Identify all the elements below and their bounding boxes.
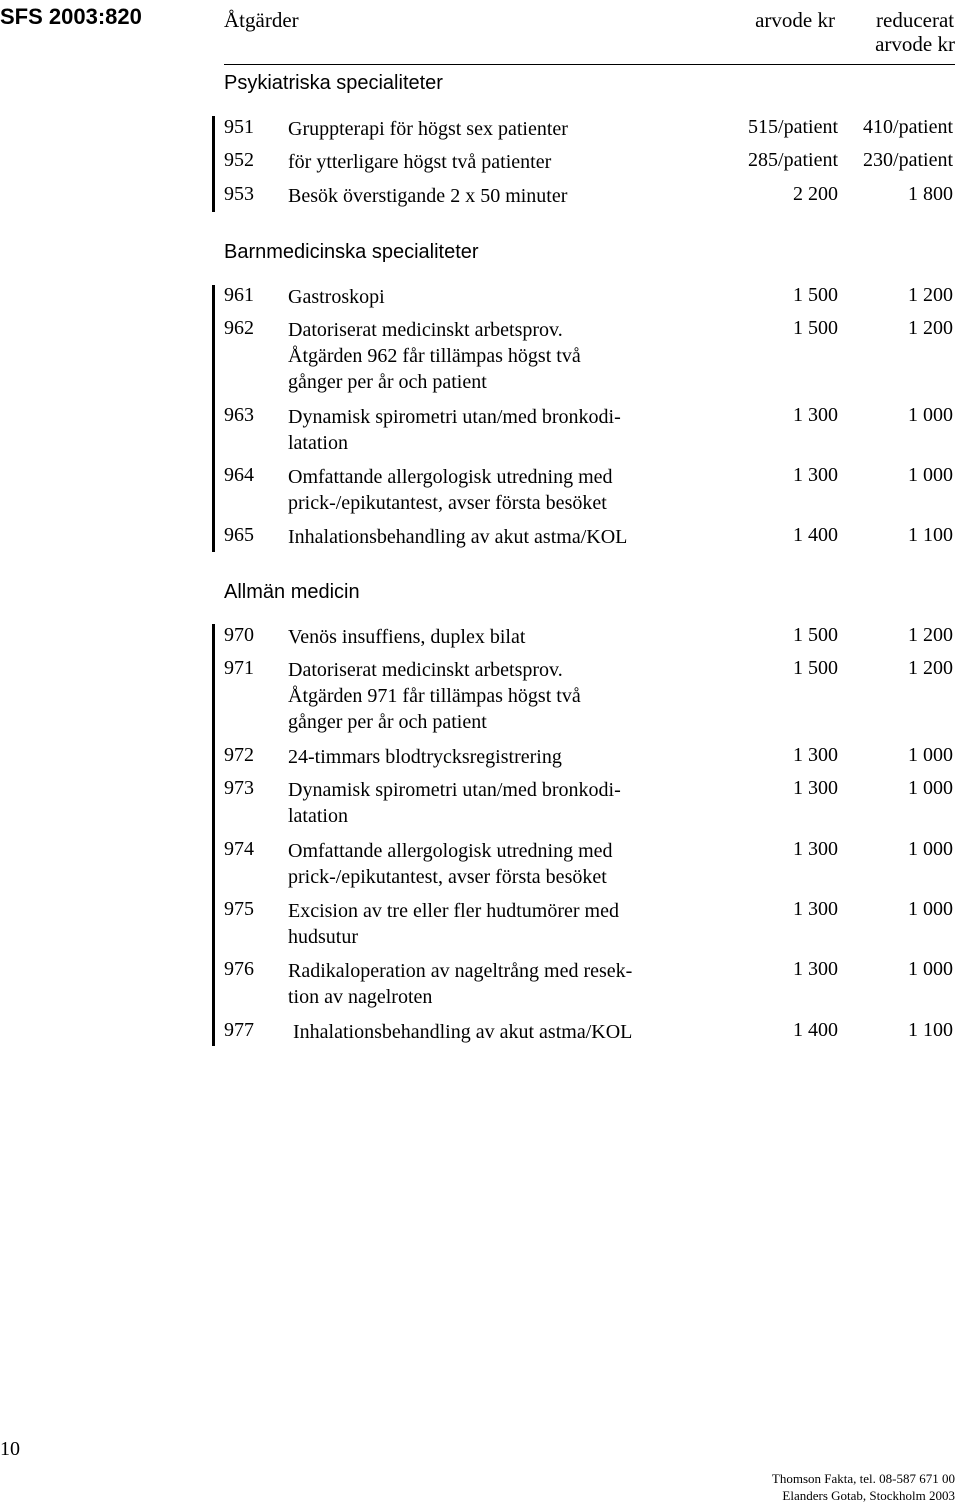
row-code: 962	[224, 317, 254, 339]
row-reducerat: 1 200	[908, 284, 953, 306]
row-description-line: Åtgärden 962 får tillämpas högst två	[288, 345, 581, 367]
row-reducerat: 1 000	[908, 777, 953, 799]
row-description-line: Datoriserat medicinskt arbetsprov.	[288, 319, 563, 341]
page-number: 10	[0, 1438, 20, 1460]
row-description-line: Omfattande allergologisk utredning med	[288, 466, 613, 488]
row-description: 24-timmars blodtrycksregistrering	[288, 746, 562, 768]
row-arvode: 1 500	[793, 284, 838, 306]
row-reducerat: 1 000	[908, 464, 953, 486]
row-code: 952	[224, 149, 254, 171]
row-reducerat: 1 000	[908, 898, 953, 920]
row-arvode: 1 300	[793, 464, 838, 486]
row-description-line: Radikaloperation av nageltrång med resek-	[288, 960, 633, 982]
row-code: 973	[224, 777, 254, 799]
row-description-line: Åtgärden 971 får tillämpas högst två	[288, 685, 581, 707]
row-reducerat: 1 200	[908, 657, 953, 679]
section-title: Allmän medicin	[224, 581, 360, 603]
row-description-line: Omfattande allergologisk utredning med	[288, 840, 613, 862]
row-arvode: 1 300	[793, 777, 838, 799]
section-title: Barnmedicinska specialiteter	[224, 241, 479, 263]
section-title: Psykiatriska specialiteter	[224, 72, 443, 94]
row-reducerat: 230/patient	[863, 149, 953, 171]
row-reducerat: 1 000	[908, 838, 953, 860]
row-description-line: latation	[288, 432, 348, 454]
column-header-reducerat-line1: reducerat	[876, 8, 955, 32]
row-code: 961	[224, 284, 254, 306]
row-code: 976	[224, 958, 254, 980]
row-description-line: Dynamisk spirometri utan/med bronkodi-	[288, 779, 621, 801]
row-description-line: gånger per år och patient	[288, 711, 487, 733]
row-description-line: tion av nagelroten	[288, 986, 433, 1008]
row-arvode: 1 400	[793, 524, 838, 546]
row-code: 972	[224, 744, 254, 766]
row-arvode: 1 500	[793, 317, 838, 339]
change-bar	[212, 624, 215, 1046]
row-arvode: 1 300	[793, 404, 838, 426]
row-code: 970	[224, 624, 254, 646]
row-arvode: 2 200	[793, 183, 838, 205]
row-arvode: 1 300	[793, 958, 838, 980]
row-code: 974	[224, 838, 254, 860]
document-id: SFS 2003:820	[0, 4, 142, 29]
row-reducerat: 1 100	[908, 1019, 953, 1041]
row-description	[288, 464, 613, 516]
row-description: för ytterligare högst två patienter	[288, 151, 552, 173]
row-arvode: 285/patient	[748, 149, 838, 171]
row-description-line: hudsutur	[288, 926, 358, 948]
row-description	[288, 898, 619, 950]
row-code: 964	[224, 464, 254, 486]
row-description-line: Excision av tre eller fler hudtumörer med	[288, 900, 619, 922]
column-header-arvode: arvode kr	[755, 8, 835, 32]
row-reducerat: 1 800	[908, 183, 953, 205]
row-reducerat: 1 000	[908, 958, 953, 980]
row-description-line: Datoriserat medicinskt arbetsprov.	[288, 659, 563, 681]
row-code: 977	[224, 1019, 254, 1041]
row-arvode: 1 500	[793, 657, 838, 679]
row-description-line: prick-/epikutantest, avser första besöket	[288, 492, 607, 514]
row-reducerat: 1 000	[908, 744, 953, 766]
row-description-line: prick-/epikutantest, avser första besöket	[288, 866, 607, 888]
row-arvode: 1 300	[793, 838, 838, 860]
table-header	[224, 8, 955, 65]
row-description-line: gånger per år och patient	[288, 371, 487, 393]
row-code: 953	[224, 183, 254, 205]
column-header-atgarder: Åtgärder	[224, 8, 299, 32]
footer-publisher: Thomson Fakta, tel. 08-587 671 00	[771, 1471, 955, 1486]
row-reducerat: 1 100	[908, 524, 953, 546]
row-description	[288, 958, 632, 1010]
row-code: 975	[224, 898, 254, 920]
row-description	[288, 317, 581, 395]
row-description: Besök överstigande 2 x 50 minuter	[288, 185, 568, 207]
footer	[772, 1470, 955, 1504]
row-description	[288, 777, 621, 829]
row-arvode: 1 300	[793, 898, 838, 920]
row-description-line: Dynamisk spirometri utan/med bronkodi-	[288, 406, 621, 428]
row-description	[288, 404, 621, 456]
footer-printer: Elanders Gotab, Stockholm 2003	[782, 1488, 955, 1503]
row-description-line: latation	[288, 805, 348, 827]
row-arvode: 1 500	[793, 624, 838, 646]
column-header-reducerat	[875, 8, 955, 56]
row-description: Inhalationsbehandling av akut astma/KOL	[288, 526, 628, 548]
row-code: 951	[224, 116, 254, 138]
row-arvode: 1 400	[793, 1019, 838, 1041]
row-reducerat: 410/patient	[863, 116, 953, 138]
change-bar	[212, 116, 215, 212]
row-description	[288, 838, 613, 890]
column-header-reducerat-line2: arvode kr	[875, 32, 955, 56]
row-code: 965	[224, 524, 254, 546]
row-arvode: 515/patient	[748, 116, 838, 138]
row-arvode: 1 300	[793, 744, 838, 766]
row-description	[288, 657, 581, 735]
row-reducerat: 1 200	[908, 317, 953, 339]
change-bar	[212, 285, 215, 552]
row-code: 971	[224, 657, 254, 679]
row-description: Gruppterapi för högst sex patienter	[288, 118, 568, 140]
row-description: Gastroskopi	[288, 286, 385, 308]
row-description: Venös insuffiens, duplex bilat	[288, 626, 526, 648]
row-code: 963	[224, 404, 254, 426]
row-reducerat: 1 200	[908, 624, 953, 646]
row-reducerat: 1 000	[908, 404, 953, 426]
row-description: Inhalationsbehandling av akut astma/KOL	[288, 1021, 633, 1043]
